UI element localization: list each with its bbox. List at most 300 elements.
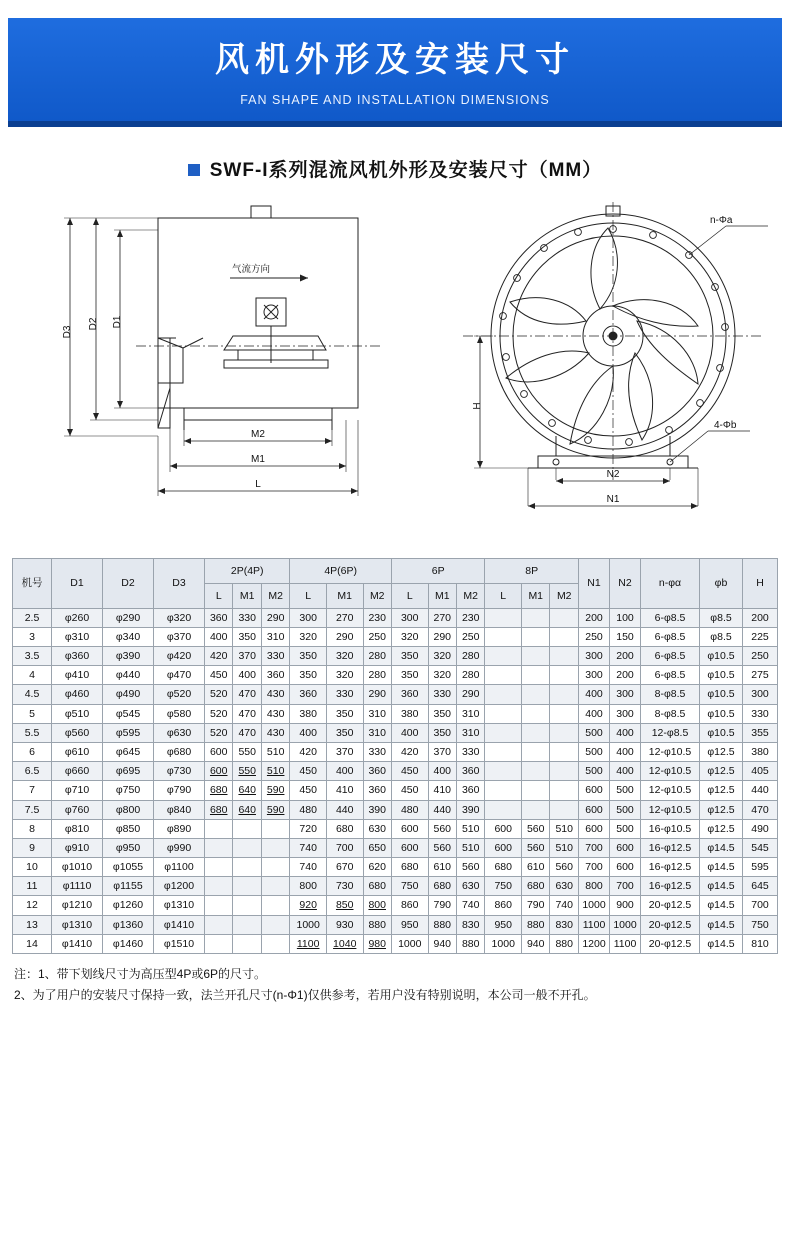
cell-p2-m2 — [261, 915, 289, 934]
cell-d1: φ610 — [52, 743, 103, 762]
spec-table-head — [13, 558, 778, 608]
banner-bottom-rule — [8, 124, 782, 127]
cell-p2-l: 600 — [205, 762, 233, 781]
cell-n2: 150 — [610, 627, 641, 646]
cell-d1: φ460 — [52, 685, 103, 704]
cell-n2: 1100 — [610, 934, 641, 953]
cell-p4-m2: 360 — [363, 781, 391, 800]
cell-p6-m1: 290 — [428, 627, 456, 646]
cell-p6-l: 350 — [391, 647, 428, 666]
th-phi-b: φb — [700, 558, 743, 608]
cell-d2: φ695 — [103, 762, 154, 781]
cell-p2-m1: 550 — [233, 762, 261, 781]
th-d2: D2 — [103, 558, 154, 608]
cell-n2: 700 — [610, 877, 641, 896]
cell-d1: φ1110 — [52, 877, 103, 896]
cell-d1: φ910 — [52, 838, 103, 857]
cell-p6-l: 600 — [391, 838, 428, 857]
th-d3: D3 — [154, 558, 205, 608]
cell-p2-l: 360 — [205, 608, 233, 627]
cell-phi-b: φ10.5 — [700, 647, 743, 666]
th-n-phi-a: n-φα — [641, 558, 700, 608]
cell-d1: φ260 — [52, 608, 103, 627]
cell-model: 12 — [13, 896, 52, 915]
airflow-label: 气流方向 — [232, 263, 271, 275]
banner-subtitle: FAN SHAPE AND INSTALLATION DIMENSIONS — [240, 92, 550, 107]
cell-p6-l: 400 — [391, 723, 428, 742]
cell-d1: φ560 — [52, 723, 103, 742]
cell-p4-l: 920 — [290, 896, 327, 915]
cell-p2-m1: 470 — [233, 685, 261, 704]
cell-p4-m1: 930 — [326, 915, 363, 934]
cell-p8-m1 — [522, 685, 550, 704]
th-d1: D1 — [52, 558, 103, 608]
cell-p8-m1: 880 — [522, 915, 550, 934]
cell-p6-l: 680 — [391, 858, 428, 877]
cell-d3: φ890 — [154, 819, 205, 838]
cell-n-phi-a: 16-φ12.5 — [641, 838, 700, 857]
cell-p8-m1 — [522, 627, 550, 646]
cell-p6-m2: 290 — [456, 685, 484, 704]
cell-d3: φ580 — [154, 704, 205, 723]
cell-n-phi-a: 12-φ10.5 — [641, 781, 700, 800]
dim-label-n1: N1 — [606, 493, 620, 505]
cell-p6-m2: 360 — [456, 781, 484, 800]
table-row — [13, 896, 778, 915]
cell-p2-m2 — [261, 896, 289, 915]
cell-phi-b: φ8.5 — [700, 608, 743, 627]
cell-n2: 500 — [610, 800, 641, 819]
cell-n1: 500 — [579, 723, 610, 742]
cell-d2: φ545 — [103, 704, 154, 723]
cell-model: 3 — [13, 627, 52, 646]
table-row — [13, 704, 778, 723]
cell-p6-m2: 360 — [456, 762, 484, 781]
cell-p6-l: 350 — [391, 666, 428, 685]
cell-p2-m1: 470 — [233, 723, 261, 742]
spec-table — [12, 558, 778, 954]
th-group-6p: 6P — [391, 558, 484, 583]
cell-model: 6 — [13, 743, 52, 762]
cell-model: 14 — [13, 934, 52, 953]
cell-p6-m2: 560 — [456, 858, 484, 877]
cell-phi-b: φ12.5 — [700, 781, 743, 800]
cell-phi-b: φ12.5 — [700, 762, 743, 781]
table-row — [13, 608, 778, 627]
cell-p2-m2 — [261, 877, 289, 896]
cell-p8-m2: 510 — [550, 819, 579, 838]
cell-d3: φ1100 — [154, 858, 205, 877]
cell-p6-m1: 370 — [428, 743, 456, 762]
cell-n-phi-a: 16-φ10.5 — [641, 819, 700, 838]
cell-p2-l: 450 — [205, 666, 233, 685]
cell-phi-b: φ14.5 — [700, 915, 743, 934]
cell-p6-l: 950 — [391, 915, 428, 934]
cell-p8-m1 — [522, 762, 550, 781]
cell-d1: φ810 — [52, 819, 103, 838]
table-row — [13, 762, 778, 781]
cell-h: 810 — [743, 934, 778, 953]
cell-p8-m2 — [550, 647, 579, 666]
cell-phi-b: φ14.5 — [700, 877, 743, 896]
cell-p2-m2: 360 — [261, 666, 289, 685]
cell-p6-m1: 410 — [428, 781, 456, 800]
cell-d3: φ470 — [154, 666, 205, 685]
cell-d2: φ440 — [103, 666, 154, 685]
cell-h: 300 — [743, 685, 778, 704]
cell-p2-m1 — [233, 838, 261, 857]
cell-n-phi-a: 20-φ12.5 — [641, 934, 700, 953]
cell-p8-m2 — [550, 743, 579, 762]
cell-h: 275 — [743, 666, 778, 685]
cell-n1: 1200 — [579, 934, 610, 953]
cell-p6-l: 450 — [391, 781, 428, 800]
th-6p-m2: M2 — [456, 583, 484, 608]
cell-p6-m2: 880 — [456, 934, 484, 953]
table-row — [13, 781, 778, 800]
cell-p6-l: 600 — [391, 819, 428, 838]
cell-phi-b: φ14.5 — [700, 896, 743, 915]
cell-p4-m2: 680 — [363, 877, 391, 896]
cell-d2: φ490 — [103, 685, 154, 704]
table-row — [13, 743, 778, 762]
cell-model: 8 — [13, 819, 52, 838]
cell-n1: 300 — [579, 647, 610, 666]
cell-n1: 600 — [579, 819, 610, 838]
cell-p4-m2: 880 — [363, 915, 391, 934]
cell-h: 750 — [743, 915, 778, 934]
cell-p2-m2: 510 — [261, 762, 289, 781]
notes-block — [14, 964, 776, 1007]
cell-p4-l: 420 — [290, 743, 327, 762]
cell-phi-b: φ10.5 — [700, 685, 743, 704]
cell-p4-m1: 440 — [326, 800, 363, 819]
cell-p2-m1: 470 — [233, 704, 261, 723]
cell-p8-l — [485, 666, 522, 685]
cell-p8-m1 — [522, 704, 550, 723]
cell-p6-m1: 560 — [428, 838, 456, 857]
cell-n1: 700 — [579, 858, 610, 877]
cell-p6-m2: 510 — [456, 838, 484, 857]
cell-p4-m2: 330 — [363, 743, 391, 762]
cell-p6-m1: 880 — [428, 915, 456, 934]
cell-n-phi-a: 16-φ12.5 — [641, 877, 700, 896]
cell-p4-m1: 730 — [326, 877, 363, 896]
cell-n1: 250 — [579, 627, 610, 646]
cell-n-phi-a: 8-φ8.5 — [641, 704, 700, 723]
cell-p8-m2: 740 — [550, 896, 579, 915]
cell-n2: 200 — [610, 647, 641, 666]
cell-p4-m2: 630 — [363, 819, 391, 838]
cell-h: 595 — [743, 858, 778, 877]
th-2p-m2: M2 — [261, 583, 289, 608]
cell-p4-l: 1100 — [290, 934, 327, 953]
cell-p8-m1: 560 — [522, 819, 550, 838]
cell-phi-b: φ12.5 — [700, 800, 743, 819]
cell-h: 250 — [743, 647, 778, 666]
cell-d3: φ990 — [154, 838, 205, 857]
cell-n-phi-a: 16-φ12.5 — [641, 858, 700, 877]
cell-p4-m2: 360 — [363, 762, 391, 781]
cell-d2: φ1055 — [103, 858, 154, 877]
cell-d1: φ1410 — [52, 934, 103, 953]
th-4p-m1: M1 — [326, 583, 363, 608]
table-row — [13, 723, 778, 742]
cell-p6-l: 320 — [391, 627, 428, 646]
cell-p6-m2: 230 — [456, 608, 484, 627]
cell-p4-l: 400 — [290, 723, 327, 742]
cell-d2: φ340 — [103, 627, 154, 646]
cell-h: 700 — [743, 896, 778, 915]
cell-phi-b: φ10.5 — [700, 704, 743, 723]
th-h: H — [743, 558, 778, 608]
cell-phi-b: φ14.5 — [700, 858, 743, 877]
th-2p-l: L — [205, 583, 233, 608]
cell-p8-m2 — [550, 608, 579, 627]
cell-p4-l: 320 — [290, 627, 327, 646]
cell-p6-m2: 280 — [456, 647, 484, 666]
cell-p6-m1: 270 — [428, 608, 456, 627]
cell-p6-l: 1000 — [391, 934, 428, 953]
cell-p2-m1: 330 — [233, 608, 261, 627]
cell-p6-m2: 630 — [456, 877, 484, 896]
dim-label-m1: M1 — [251, 453, 265, 465]
cell-p4-l: 740 — [290, 838, 327, 857]
cell-d1: φ310 — [52, 627, 103, 646]
cell-d3: φ320 — [154, 608, 205, 627]
th-2p-m1: M1 — [233, 583, 261, 608]
cell-n-phi-a: 6-φ8.5 — [641, 608, 700, 627]
cell-d2: φ290 — [103, 608, 154, 627]
cell-model: 10 — [13, 858, 52, 877]
cell-p4-m2: 280 — [363, 666, 391, 685]
cell-p4-l: 450 — [290, 762, 327, 781]
cell-p6-l: 380 — [391, 704, 428, 723]
cell-p4-m2: 310 — [363, 704, 391, 723]
cell-p2-m2: 590 — [261, 781, 289, 800]
cell-p8-l — [485, 743, 522, 762]
cell-p2-m1 — [233, 934, 261, 953]
dim-label-d3: D3 — [62, 325, 73, 339]
cell-p8-m2: 830 — [550, 915, 579, 934]
cell-p4-l: 480 — [290, 800, 327, 819]
cell-d1: φ1210 — [52, 896, 103, 915]
cell-p6-m1: 680 — [428, 877, 456, 896]
th-n1: N1 — [579, 558, 610, 608]
cell-p2-l: 520 — [205, 723, 233, 742]
cell-p4-l: 300 — [290, 608, 327, 627]
cell-h: 330 — [743, 704, 778, 723]
cell-p4-l: 380 — [290, 704, 327, 723]
cell-p8-l — [485, 647, 522, 666]
cell-n-phi-a: 12-φ10.5 — [641, 800, 700, 819]
th-8p-m1: M1 — [522, 583, 550, 608]
table-row — [13, 934, 778, 953]
cell-p4-m1: 850 — [326, 896, 363, 915]
cell-p2-m1 — [233, 819, 261, 838]
cell-p2-l: 520 — [205, 704, 233, 723]
cell-p4-m2: 800 — [363, 896, 391, 915]
cell-p6-m2: 390 — [456, 800, 484, 819]
th-6p-l: L — [391, 583, 428, 608]
cell-d2: φ950 — [103, 838, 154, 857]
cell-p6-m1: 560 — [428, 819, 456, 838]
cell-p2-m2: 590 — [261, 800, 289, 819]
cell-p4-m1: 350 — [326, 723, 363, 742]
cell-d3: φ630 — [154, 723, 205, 742]
cell-p8-l: 750 — [485, 877, 522, 896]
cell-n2: 1000 — [610, 915, 641, 934]
cell-p4-m1: 370 — [326, 743, 363, 762]
cell-p8-m1 — [522, 743, 550, 762]
cell-p6-m2: 830 — [456, 915, 484, 934]
cell-phi-b: φ12.5 — [700, 819, 743, 838]
cell-d2: φ800 — [103, 800, 154, 819]
cell-phi-b: φ12.5 — [700, 743, 743, 762]
spec-table-body — [13, 608, 778, 953]
cell-p2-l — [205, 934, 233, 953]
cell-p6-m1: 320 — [428, 647, 456, 666]
cell-p4-m2: 620 — [363, 858, 391, 877]
cell-p2-l: 400 — [205, 627, 233, 646]
cell-p8-m2: 630 — [550, 877, 579, 896]
cell-n2: 300 — [610, 685, 641, 704]
cell-model: 7.5 — [13, 800, 52, 819]
cell-p2-l — [205, 838, 233, 857]
cell-p2-l: 600 — [205, 743, 233, 762]
cell-p8-m2 — [550, 800, 579, 819]
cell-p8-m2: 880 — [550, 934, 579, 953]
dim-label-4-phi-b: 4-Φb — [714, 419, 737, 431]
cell-n-phi-a: 6-φ8.5 — [641, 666, 700, 685]
spec-table-header-row-1 — [13, 558, 778, 583]
cell-p2-m2 — [261, 858, 289, 877]
cell-p8-m2 — [550, 704, 579, 723]
cell-n2: 400 — [610, 762, 641, 781]
cell-p4-m2: 390 — [363, 800, 391, 819]
cell-n2: 500 — [610, 819, 641, 838]
cell-n-phi-a: 12-φ10.5 — [641, 762, 700, 781]
cell-d2: φ1460 — [103, 934, 154, 953]
note-line-2: 2、为了用户的安装尺寸保持一致，法兰开孔尺寸(n-Φ1)仅供参考，若用户没有特别说明，本公司一般不开孔。 — [14, 988, 596, 1003]
cell-n1: 1000 — [579, 896, 610, 915]
cell-n1: 600 — [579, 781, 610, 800]
cell-d2: φ390 — [103, 647, 154, 666]
cell-p4-m1: 410 — [326, 781, 363, 800]
cell-n1: 800 — [579, 877, 610, 896]
cell-p8-l — [485, 627, 522, 646]
table-row — [13, 666, 778, 685]
cell-n2: 500 — [610, 781, 641, 800]
cell-p8-m2 — [550, 666, 579, 685]
cell-p2-m1: 550 — [233, 743, 261, 762]
cell-p2-m2 — [261, 819, 289, 838]
cell-p6-m2: 510 — [456, 819, 484, 838]
cell-p8-m2 — [550, 723, 579, 742]
th-group-4p: 4P(6P) — [290, 558, 392, 583]
cell-d1: φ760 — [52, 800, 103, 819]
cell-model: 2.5 — [13, 608, 52, 627]
cell-n-phi-a: 12-φ10.5 — [641, 743, 700, 762]
cell-model: 9 — [13, 838, 52, 857]
cell-p2-l — [205, 896, 233, 915]
cell-p8-m1 — [522, 608, 550, 627]
cell-p2-m1 — [233, 858, 261, 877]
cell-p4-m1: 670 — [326, 858, 363, 877]
cell-d3: φ370 — [154, 627, 205, 646]
cell-p8-m2 — [550, 627, 579, 646]
cell-p4-m2: 310 — [363, 723, 391, 742]
table-row — [13, 819, 778, 838]
cell-p8-m1 — [522, 781, 550, 800]
cell-p6-m1: 610 — [428, 858, 456, 877]
banner-title: 风机外形及安装尺寸 — [215, 41, 575, 79]
cell-p2-l: 680 — [205, 781, 233, 800]
cell-p8-l — [485, 762, 522, 781]
cell-d2: φ1360 — [103, 915, 154, 934]
dim-label-n-phi-a: n-Φa — [710, 214, 733, 226]
cell-p8-l — [485, 800, 522, 819]
cell-p4-m2: 290 — [363, 685, 391, 704]
th-group-2p: 2P(4P) — [205, 558, 290, 583]
cell-n1: 400 — [579, 704, 610, 723]
cell-p8-l — [485, 723, 522, 742]
cell-d1: φ360 — [52, 647, 103, 666]
cell-p6-m1: 940 — [428, 934, 456, 953]
cell-p8-l: 1000 — [485, 934, 522, 953]
cell-p8-m1 — [522, 647, 550, 666]
cell-p2-m2: 290 — [261, 608, 289, 627]
cell-p6-l: 300 — [391, 608, 428, 627]
cell-model: 4 — [13, 666, 52, 685]
cell-h: 405 — [743, 762, 778, 781]
cell-h: 645 — [743, 877, 778, 896]
dim-label-l: L — [255, 478, 261, 490]
cell-d3: φ1310 — [154, 896, 205, 915]
cell-n2: 300 — [610, 704, 641, 723]
cell-h: 380 — [743, 743, 778, 762]
page-banner — [8, 18, 782, 124]
cell-d2: φ645 — [103, 743, 154, 762]
cell-d1: φ710 — [52, 781, 103, 800]
cell-p4-m1: 320 — [326, 666, 363, 685]
cell-n1: 500 — [579, 743, 610, 762]
drawing-svg — [8, 188, 782, 548]
cell-p6-m2: 250 — [456, 627, 484, 646]
th-n2: N2 — [610, 558, 641, 608]
cell-model: 6.5 — [13, 762, 52, 781]
cell-p4-l: 1000 — [290, 915, 327, 934]
cell-p8-l — [485, 781, 522, 800]
dim-label-d2: D2 — [88, 317, 99, 331]
th-8p-l: L — [485, 583, 522, 608]
cell-p4-m1: 270 — [326, 608, 363, 627]
cell-p2-m1 — [233, 915, 261, 934]
cell-n2: 200 — [610, 666, 641, 685]
cell-p8-l: 950 — [485, 915, 522, 934]
dim-label-d1: D1 — [112, 315, 123, 329]
cell-p6-l: 750 — [391, 877, 428, 896]
cell-p6-m2: 330 — [456, 743, 484, 762]
cell-n2: 400 — [610, 723, 641, 742]
cell-p4-m1: 680 — [326, 819, 363, 838]
cell-p2-m1 — [233, 877, 261, 896]
spec-table-container — [12, 558, 778, 954]
cell-d1: φ510 — [52, 704, 103, 723]
cell-p4-m1: 330 — [326, 685, 363, 704]
cell-model: 4.5 — [13, 685, 52, 704]
cell-d3: φ1200 — [154, 877, 205, 896]
